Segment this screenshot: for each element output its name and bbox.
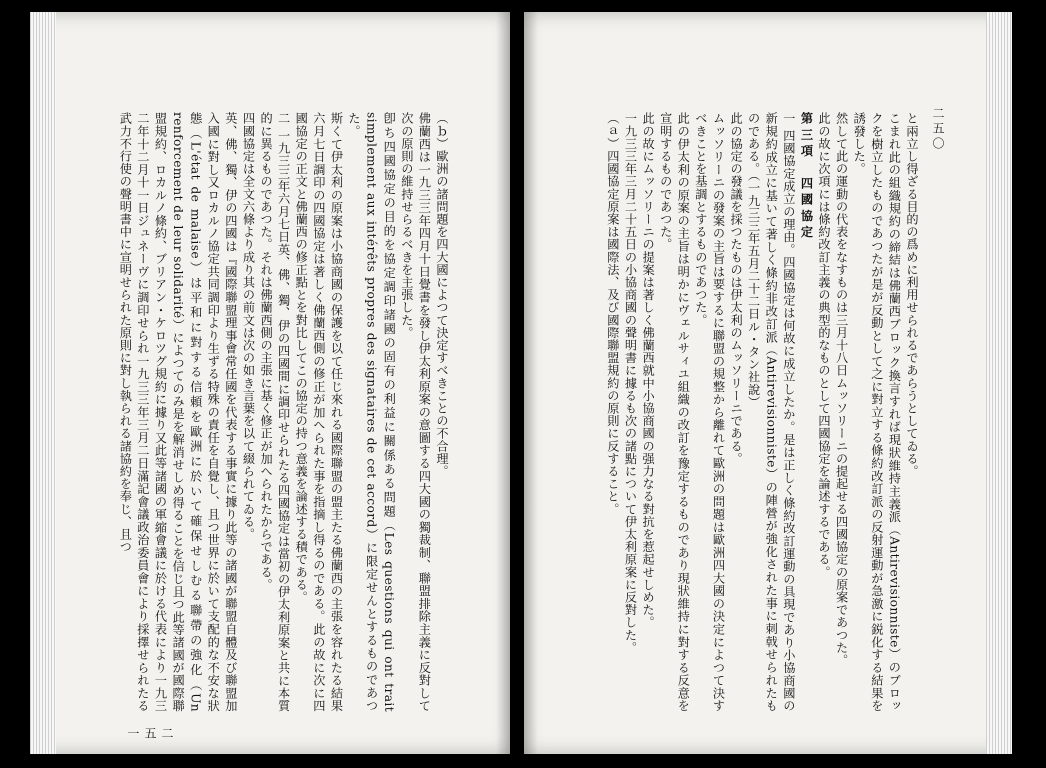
paragraph: 一九三三年三月二十五日の小協商國の聲明書に據るも次の諸點について伊太利原案に反對した。 (623, 112, 638, 654)
paragraph: ムッソリーニの發案の主旨は要するに聯盟の規整から離れて歐洲の問題は歐洲四大國の決定によつて決すべきことを基調とするものであつた。 (693, 112, 726, 712)
paragraph: 二 一九三三年六月七日英、佛、獨、伊の四國間に調印せられたる四國協定は當初の伊太利原案と共に本質的に異るものであつた。それは佛蘭西側の主張に基く修正が加へられたからである。 (259, 112, 291, 712)
paragraph: 此の故にムッソリーニの提案は著しく佛蘭西就中小協商國の强力なる對抗を惹起せしめた。 (641, 112, 656, 629)
paragraph: 此の協定の發議を採つたものは伊太利のムッソリーニである。 (729, 112, 744, 465)
paragraph: 然して此の運動の代表をなすものは三月十八日ムッソリーニの提起せる四國協定の原案であつた。 (834, 112, 849, 667)
page-edge-stack (30, 12, 56, 754)
paragraph: 此の伊太利の原案の主旨は明かにヴェルサィユ組織の改訂を豫定するものであり現狀維持に對する反意を宣明するものであつた。 (658, 112, 691, 712)
paragraph: 此の故に次項には條約改訂主義の典型的なものとして四國協定を論述するである。 (817, 112, 832, 579)
paragraph: と兩立し得ざる目的の爲めに利用せられるであらうとしてゐる。 (905, 112, 919, 478)
paragraph: こまれ此の組織規約の締結は佛蘭西ブロック換言すれば現狀維持主義派（Antirevisionniste）のブロックを樹立したものであつたが是が反動として之に對立する條約改訂派の反射運動が急激に鋭化する結果を誘發した。 (852, 112, 902, 712)
paragraph: （ｂ）歐洲の諸問題を四大國によつて決定すべきことの不合理。 (435, 112, 449, 478)
right-page-text (572, 112, 920, 712)
paragraph: 斯くて伊太利の原案は小協商國の保護を以て任じ來れる國際聯盟の盟主たる佛蘭西の主張を容れたる結果六月七日調印の四國協定は著しく佛蘭西側の修正が加へられた事を指摘し得るのである。此の故に次に四國協定の正文と佛蘭西の修正點とを對比してこの協定の持つ意義を論述する積である。 (294, 112, 344, 712)
paragraph: 四國協定は全文六條より成り其の前文は次の如き言葉を以て綴られてゐる。 (241, 112, 256, 541)
paragraph: 英、佛、獨、伊の四國は『國際聯盟理事會常任國を代表する事實に據り此等の諸國が聯盟自體及び聯盟加入國に對し又ロカルノ協定共同調印より生ずる特殊の責任を自覺し、且つ世界に於いて支配的な不安な狀態（L'état de malaise）は平和に對する信頼を歐洲に於いて確保せしむる聯帶の強化（Un renforcement de leur solidarité）によつてのみ是を解消せしめ得ることを信じ且つ此等諸國が國際聯盟規約、ロカルノ條約、ブリアン・ケロツグ規約に據り又此等諸國の軍縮會議に於ける代表により一九三二年十二月十一日ジュネーヴに調印せられ一九三三年三月二日滿記會議政治委員會により採擇せられたる武力不行使の聲明書中に宣明せられた原則に對し執られる諸協約を奉じ、且つ (118, 112, 238, 712)
paragraph: （ａ）四國協定原案は國際法、及び國際聯盟規約の原則に反すること。 (605, 112, 620, 516)
left-page (30, 12, 510, 754)
paragraph: 佛蘭西は一九三三年四月十日覺書を發し伊太利原案の意圖する四大國の獨裁制、聯盟排除主義に反對して次の原則の維持せらるべきを主張した。 (399, 112, 432, 712)
paragraph: 一 四國協定成立の理由。四國協定は何故に成立したか。是は正しく條約改訂運動の具現であり小協商國の新規約成立に基いて著しく條約非改訂派（Antirevisionniste）の陣營が強化された事に刺戟せられたものである。（一九三三年五月二十二日ル・タン社說） (746, 112, 796, 712)
right-page (524, 12, 1012, 754)
book-gutter-shadow (524, 12, 538, 754)
page-edge-stack (986, 12, 1012, 754)
section-heading: 第三項 四國協定 (799, 112, 814, 242)
page-number: 二五〇 (931, 107, 945, 152)
book-gutter-shadow (496, 12, 510, 754)
paragraph: 卽ち四國協定の目的を協定調印諸國の固有の利益に關係ある問題（Les questions qui ont trait simplement aux intérêts propres des signataires de cet accord）に限定せんとするものであつた。 (347, 112, 397, 712)
left-page-text (60, 112, 450, 712)
page-number: 二五一 (126, 727, 174, 742)
